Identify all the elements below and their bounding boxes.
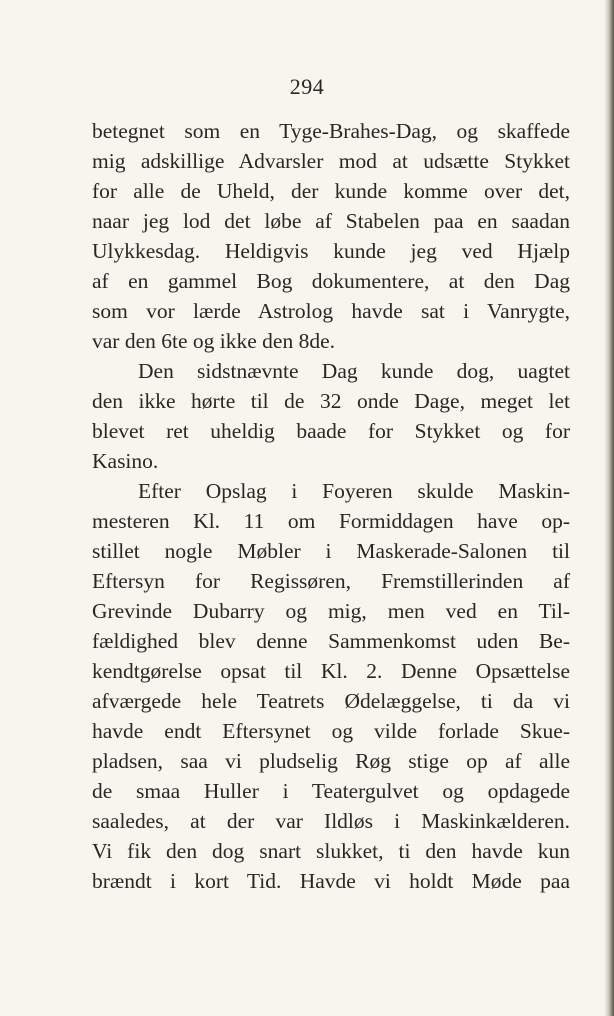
text-line: mesteren Kl. 11 om Formiddagen have op-: [92, 509, 570, 533]
text-line: Efter Opslag i Foyeren skulde Maskin-: [138, 479, 570, 503]
page-number: 294: [289, 74, 325, 99]
text-line: for alle de Uheld, der kunde komme over det,: [92, 179, 570, 203]
text-line: Eftersyn for Regissøren, Fremstillerinden af: [92, 569, 570, 593]
text-line: naar jeg lod det løbe af Stabelen paa en saadan: [92, 209, 570, 233]
text-line: afværgede hele Teatrets Ødelæggelse, ti da vi: [92, 689, 570, 713]
text-line: de smaa Huller i Teatergulvet og opdagede: [92, 779, 570, 803]
text-line: pladsen, saa vi pludselig Røg stige op af alle: [92, 749, 570, 773]
text-line: var den 6te og ikke den 8de.: [92, 329, 335, 353]
text-line: Ulykkesdag. Heldigvis kunde jeg ved Hjælp: [92, 239, 570, 263]
text-line: mig adskillige Advarsler mod at udsætte Stykket: [92, 149, 570, 173]
body-text: [92, 116, 570, 896]
text-line: fældighed blev denne Sammenkomst uden Be-: [92, 629, 570, 653]
text-line: kendtgørelse opsat til Kl. 2. Denne Opsættelse: [92, 659, 570, 683]
text-line: blevet ret uheldig baade for Stykket og for: [92, 419, 570, 443]
text-line: saaledes, at der var Ildløs i Maskinkælderen.: [92, 809, 570, 833]
text-line: af en gammel Bog dokumentere, at den Dag: [92, 269, 570, 293]
text-line: Vi fik den dog snart slukket, ti den havde kun: [92, 839, 570, 863]
page-edge-shadow: [604, 0, 614, 1016]
text-line: som vor lærde Astrolog havde sat i Vanrygte,: [92, 299, 570, 323]
text-line: Kasino.: [92, 449, 159, 473]
text-line: stillet nogle Møbler i Maskerade-Salonen til: [92, 539, 570, 563]
text-line: betegnet som en Tyge-Brahes-Dag, og skaffede: [92, 119, 570, 143]
text-line: Grevinde Dubarry og mig, men ved en Til-: [92, 599, 570, 623]
text-line: brændt i kort Tid. Havde vi holdt Møde paa: [92, 869, 570, 893]
text-line: havde endt Eftersynet og vilde forlade Skue-: [92, 719, 570, 743]
text-line: Den sidstnævnte Dag kunde dog, uagtet: [138, 359, 570, 383]
text-line: den ikke hørte til de 32 onde Dage, meget let: [92, 389, 570, 413]
